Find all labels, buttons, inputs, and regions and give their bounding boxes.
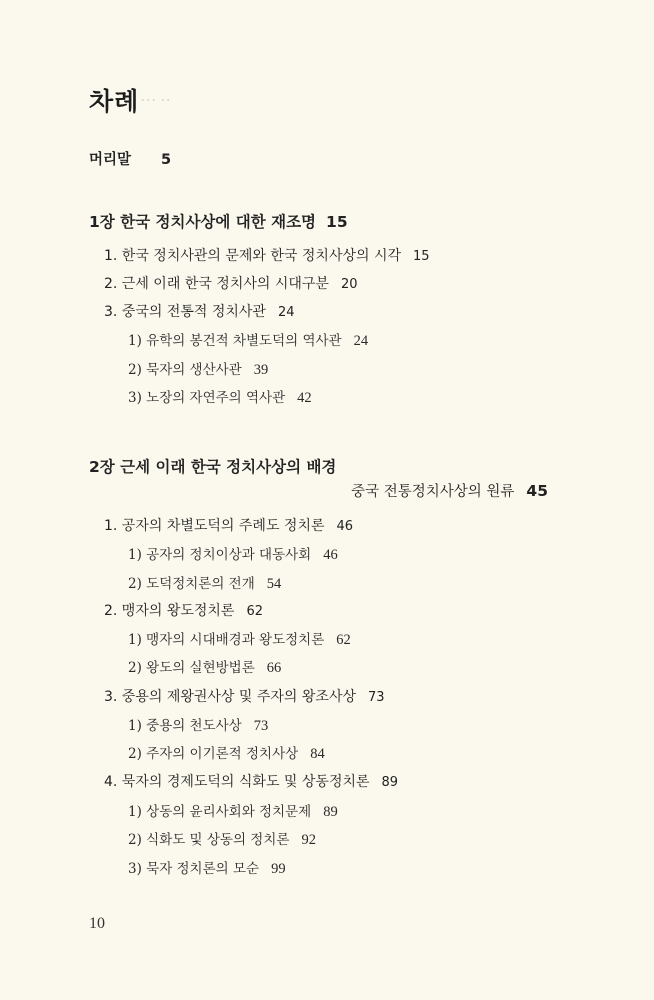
- toc-section[interactable]: [104, 301, 295, 321]
- toc-title: 차례: [89, 87, 140, 116]
- toc-chapter-label: 2장 근세 이래 한국 정치사상의 배경: [89, 458, 337, 476]
- toc-subsection-label: 1) 중용의 천도사상: [128, 718, 242, 734]
- toc-subsection-page: 89: [323, 804, 338, 820]
- toc-subsection-page: 84: [310, 746, 325, 762]
- toc-subsection[interactable]: [128, 742, 325, 763]
- toc-subsection-page: 46: [323, 547, 338, 563]
- toc-subsection[interactable]: [128, 572, 281, 593]
- toc-section[interactable]: [104, 273, 358, 293]
- toc-subsection[interactable]: [128, 857, 286, 878]
- toc-subsection-label: 2) 왕도의 실현방법론: [128, 660, 255, 676]
- toc-subsection-page: 54: [266, 576, 282, 592]
- toc-section[interactable]: [104, 515, 353, 535]
- toc-section-label: 2. 맹자의 왕도정치론: [104, 603, 235, 619]
- toc-subsection-label: 2) 묵자의 생산사관: [128, 362, 242, 378]
- toc-section[interactable]: [104, 600, 263, 620]
- toc-section-page: 62: [246, 604, 263, 619]
- toc-chapter-page: 45: [526, 482, 548, 500]
- toc-entry-page: 5: [161, 152, 172, 168]
- toc-chapter-subtitle-label: 중국 전통정치사상의 원류: [351, 484, 515, 500]
- toc-subsection-label: 1) 공자의 정치이상과 대동사회: [128, 547, 312, 563]
- toc-section-label: 1. 공자의 차별도덕의 주례도 정치론: [104, 518, 325, 534]
- toc-subsection[interactable]: [128, 386, 312, 407]
- toc-subsection-label: 3) 노장의 자연주의 역사관: [128, 390, 286, 406]
- toc-subsection-page: 62: [336, 632, 351, 648]
- toc-subsection-label: 1) 상동의 윤리사회와 정치문제: [128, 804, 312, 820]
- toc-subsection-page: 92: [301, 832, 316, 848]
- toc-section-page: 73: [368, 690, 385, 705]
- toc-section-label: 1. 한국 정치사관의 문제와 한국 정치사상의 시각: [104, 248, 402, 264]
- toc-subsection-page: 99: [271, 861, 286, 877]
- toc-entry-preface[interactable]: [89, 148, 171, 169]
- toc-subsection-label: 1) 유학의 봉건적 차별도덕의 역사관: [128, 333, 342, 349]
- toc-section-label: 3. 중용의 제왕권사상 및 주자의 왕조사상: [104, 689, 356, 705]
- toc-section-page: 46: [336, 519, 354, 534]
- toc-section-label: 3. 중국의 전통적 정치사관: [104, 304, 266, 320]
- toc-subsection[interactable]: [128, 543, 338, 564]
- toc-section-page: 24: [277, 305, 295, 320]
- toc-subsection[interactable]: [128, 714, 268, 735]
- toc-subsection[interactable]: [128, 828, 316, 849]
- toc-section[interactable]: [104, 686, 385, 706]
- toc-subsection-label: 3) 묵자 정치론의 모순: [128, 861, 260, 877]
- toc-chapter-2[interactable]: [89, 455, 336, 477]
- toc-section[interactable]: [104, 771, 398, 791]
- toc-chapter-page: 15: [326, 213, 348, 231]
- toc-subsection-label: 2) 도덕정치론의 전개: [128, 576, 255, 592]
- toc-chapter-label: 1장 한국 정치사상에 대한 재조명: [89, 213, 317, 231]
- toc-subsection-label: 2) 식화도 및 상동의 정치론: [128, 832, 290, 848]
- toc-section-page: 20: [340, 277, 358, 292]
- toc-section-page: 15: [413, 249, 430, 264]
- toc-subsection-page: 42: [297, 390, 312, 406]
- toc-subsection-label: 2) 주자의 이기론적 정치사상: [128, 746, 299, 762]
- toc-section-page: 89: [381, 775, 399, 790]
- toc-subsection-page: 39: [253, 362, 269, 378]
- toc-subsection[interactable]: [128, 656, 281, 677]
- bleed-through-mark: ･･･ ･･: [140, 94, 171, 107]
- page-number: 10: [89, 915, 105, 932]
- toc-section-label: 4. 묵자의 경제도덕의 식화도 및 상동정치론: [104, 774, 370, 790]
- toc-subsection-page: 66: [266, 660, 282, 676]
- toc-subsection[interactable]: [128, 800, 338, 821]
- toc-entry-label: 머리말: [89, 152, 132, 168]
- toc-section[interactable]: [104, 245, 430, 265]
- toc-subsection[interactable]: [128, 358, 268, 379]
- toc-chapter-1[interactable]: [89, 210, 348, 232]
- toc-chapter-subtitle[interactable]: [351, 480, 548, 501]
- toc-subsection[interactable]: [128, 628, 351, 649]
- toc-section-label: 2. 근세 이래 한국 정치사의 시대구분: [104, 276, 329, 292]
- toc-subsection[interactable]: [128, 329, 368, 350]
- toc-subsection-page: 24: [353, 333, 369, 349]
- toc-subsection-page: 73: [253, 718, 269, 734]
- toc-subsection-label: 1) 맹자의 시대배경과 왕도정치론: [128, 632, 325, 648]
